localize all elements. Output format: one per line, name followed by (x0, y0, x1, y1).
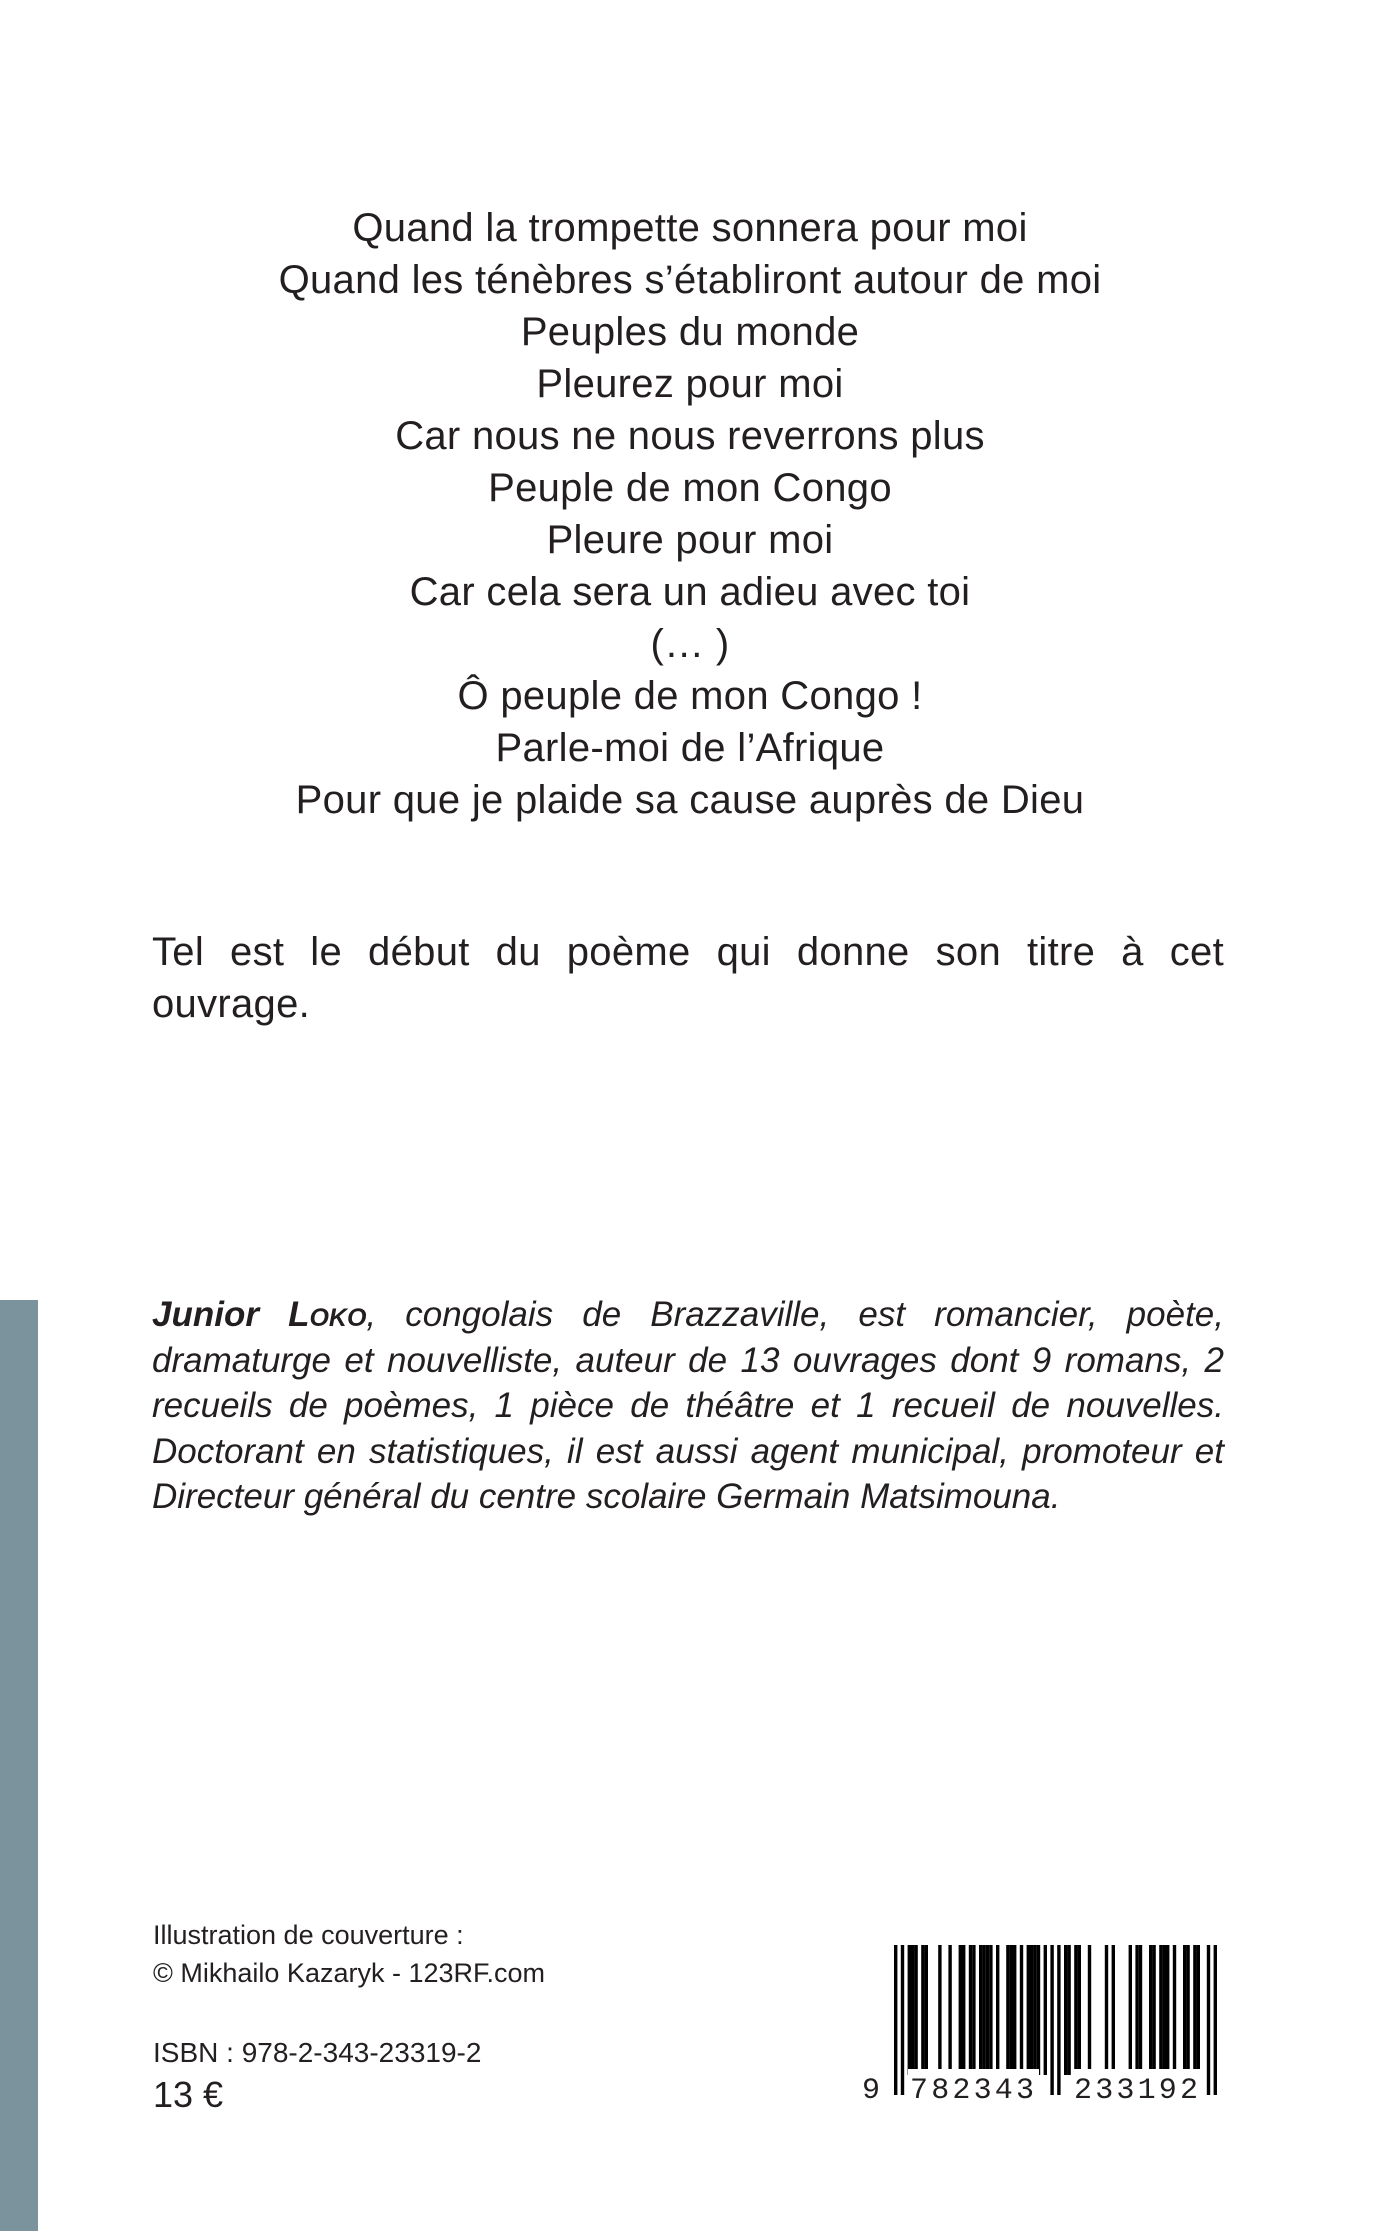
barcode-bar (938, 1945, 941, 2075)
barcode-bar (1074, 1945, 1077, 2075)
barcode-bar (1129, 1945, 1132, 2075)
barcode-bar (911, 1945, 914, 2075)
barcode-bar (1010, 1945, 1013, 2075)
barcode-bar (1166, 1945, 1169, 2075)
barcode-bar (1033, 1945, 1036, 2075)
author-last-name: Loko (288, 1295, 367, 1334)
barcode-digits (860, 2069, 1228, 2113)
barcode-bar (1088, 1945, 1091, 2075)
barcode-bar (1112, 1945, 1115, 2075)
barcode-bar (962, 1945, 965, 2075)
barcode-bar (1027, 1945, 1030, 2075)
barcode-bar (948, 1945, 951, 2075)
barcode-first-digit: 9 (860, 2069, 882, 2113)
poem-line: (… ) (650, 622, 730, 666)
barcode-bar (908, 1945, 911, 2075)
barcode-bar (1139, 1945, 1142, 2075)
author-bio-text: , congolais de Brazzaville, est romancier, poète, dramaturge et nouvelliste, auteur de 13 ouvrages dont 9 romans, 2 recueils de poèmes, 1 pièce de théâtre et 1 recueil de nouvelles. Doctorant en statistiques, il est aussi agent municipal, promoteur et Directeur général du centre scolaire Germain Matsimouna. (152, 1295, 1224, 1516)
barcode-bar (1030, 1945, 1033, 2075)
barcode-bar (1186, 1945, 1189, 2075)
barcode-bar (925, 1945, 928, 2075)
barcode-bar (969, 1945, 972, 2075)
barcode-bar (1159, 1945, 1162, 2075)
barcode-bar (1064, 1945, 1067, 2075)
barcode-bar (1067, 1945, 1070, 2075)
poem-line: Car nous ne nous reverrons plus (395, 414, 985, 458)
barcode-bar (996, 1945, 999, 2075)
barcode-bar (1006, 1945, 1009, 2075)
barcode-bar (1105, 1945, 1108, 2075)
barcode-bar (921, 1945, 924, 2075)
barcode-right-group: 233192 (1072, 2069, 1203, 2113)
poem-line: Ô peuple de mon Congo ! (457, 674, 923, 718)
barcode-bar (1197, 1945, 1200, 2075)
cover-side-bar (0, 1300, 38, 2231)
poem-line: Quand les ténèbres s’établiront autour de moi (278, 258, 1102, 302)
poem-line: Pleure pour moi (546, 518, 834, 562)
intro-paragraph: Tel est le début du poème qui donne son titre à cet ouvrage. (152, 930, 1224, 1026)
barcode-bar (986, 1945, 989, 2075)
barcode-bar (1183, 1945, 1186, 2075)
credits-label: Illustration de couverture : (153, 1920, 464, 1950)
barcode-bar (979, 1945, 982, 2075)
barcode-bar (959, 1945, 962, 2075)
barcode-bar (1173, 1945, 1176, 2075)
isbn-text: ISBN : 978-2-343-23319-2 (153, 2037, 482, 2068)
barcode-bar (1020, 1945, 1023, 2075)
author-first-name: Junior (152, 1295, 259, 1334)
poem-excerpt (150, 202, 1230, 826)
poem-line: Parle-moi de l’Afrique (495, 726, 885, 770)
barcode-bar (1078, 1945, 1081, 2075)
barcode-bar (1135, 1945, 1138, 2075)
barcode-bar (989, 1945, 992, 2075)
price-text: 13 € (153, 2074, 224, 2115)
barcode-bar (1193, 1945, 1196, 2075)
barcode-bar (972, 1945, 975, 2075)
poem-line: Car cela sera un adieu avec toi (409, 570, 971, 614)
barcode-bar (1149, 1945, 1152, 2075)
barcode-bar (1037, 1945, 1040, 2075)
barcode-bar (914, 1945, 917, 2075)
author-bio (152, 1292, 1224, 1520)
barcode-bar (982, 1945, 985, 2075)
poem-line: Pleurez pour moi (536, 362, 844, 406)
isbn-barcode (860, 1945, 1228, 2113)
barcode-bar (1163, 1945, 1166, 2075)
barcode-bar (1044, 1945, 1047, 2075)
barcode-left-group: 782343 (908, 2069, 1039, 2113)
credits-value: © Mikhailo Kazaryk - 123RF.com (153, 1958, 546, 1988)
poem-line: Peuples du monde (520, 310, 860, 354)
illustration-credits (153, 1916, 545, 1992)
poem-line: Peuple de mon Congo (488, 466, 892, 510)
barcode-bar (1013, 1945, 1016, 2075)
poem-line: Pour que je plaide sa cause auprès de Dieu (295, 778, 1085, 822)
barcode-bar (1152, 1945, 1155, 2075)
poem-line: Quand la trompette sonnera pour moi (352, 206, 1028, 250)
